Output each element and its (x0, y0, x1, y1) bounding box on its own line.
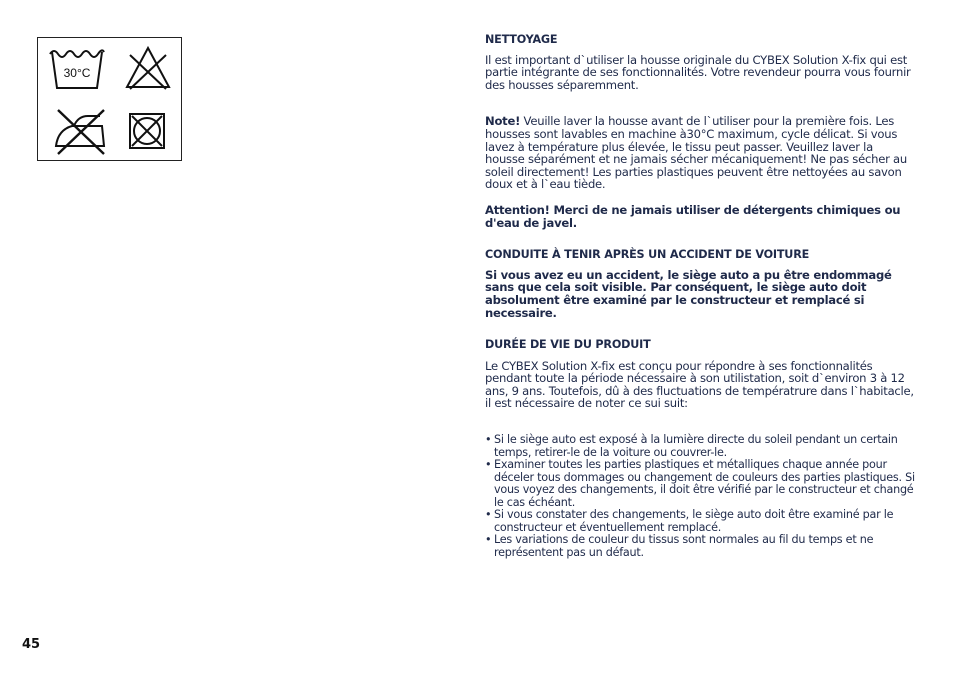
list-item: • Les variations de couleur du tissus sont normales au fil du temps et ne représentent pas un défaut. (485, 534, 915, 559)
cleaning-attention: Attention! Merci de ne jamais utiliser de détergents chimiques ou d'eau de javel. (485, 202, 901, 230)
cleaning-intro: Il est important d`utiliser la housse originale du CYBEX Solution X-fix qui est partie intégrante de ses fonctionnalités. Votre revendeur pourra vous fournir des housses séparemment. (485, 52, 911, 92)
cleaning-heading: NETTOYAGE (485, 33, 558, 46)
list-item: • Examiner toutes les parties plastiques et métalliques chaque année pour déceler tous dommages ou changement de couleurs des parties plastiques. Si vous voyez des changements, il doit être vérifié par le constructeur et changé le cas échéant. (485, 459, 915, 509)
cleaning-note (485, 115, 915, 191)
instructions-column (485, 34, 915, 559)
no-ironing-icon (52, 106, 110, 156)
note-text: Veuille laver la housse avant de l`utiliser pour la première fois. Les housses sont lavables en machine à30°C maximum, cycle délicat. Si vous lavez à température plus élevée, le tissu peut passer. Veuillez laver la housse séparément et ne jamais sécher mécaniquement! Ne pas sécher au soleil directement! Les parties plastiques peuvent être nettoyées au savon doux et à l`eau tiède. (485, 114, 907, 192)
no-tumble-dry-icon (128, 112, 166, 150)
list-item: • Si le siège auto est exposé à la lumière directe du soleil pendant un certain temps, retirer-le de la voiture ou couvrer-le. (485, 434, 915, 459)
lifetime-heading: DURÉE DE VIE DU PRODUIT (485, 338, 651, 352)
lifetime-intro: Le CYBEX Solution X-fix est conçu pour répondre à ses fonctionnalités pendant toute la période nécessaire à son utilistation, soit d`environ 3 à 12 ans, 9 ans. Toutefois, dû à des fluctuations de températrure dans l`habitacle, il est nécessaire de noter ce sui suit: (485, 358, 914, 411)
care-symbols-box (37, 37, 182, 161)
wash-temp-label: 30°C (63, 66, 91, 80)
page-number: 45 (22, 637, 41, 652)
accident-text: Si vous avez eu un accident, le siège auto a pu être endommagé sans que cela soit visible. Par conséquent, le siège auto doit absolument être examiné par le constructeur et remplacé si necessaire. (485, 267, 892, 320)
no-bleach-icon (124, 45, 172, 91)
wash-30-icon (48, 46, 106, 92)
list-item: • Si vous constater des changements, le siège auto doit être examiné par le constructeur et éventuellement remplacé. (485, 509, 915, 534)
note-label: Note! (485, 114, 521, 129)
lifetime-bullet-list (485, 434, 915, 559)
accident-heading: CONDUITE À TENIR APRÈS UN ACCIDENT DE VOITURE (485, 248, 810, 262)
